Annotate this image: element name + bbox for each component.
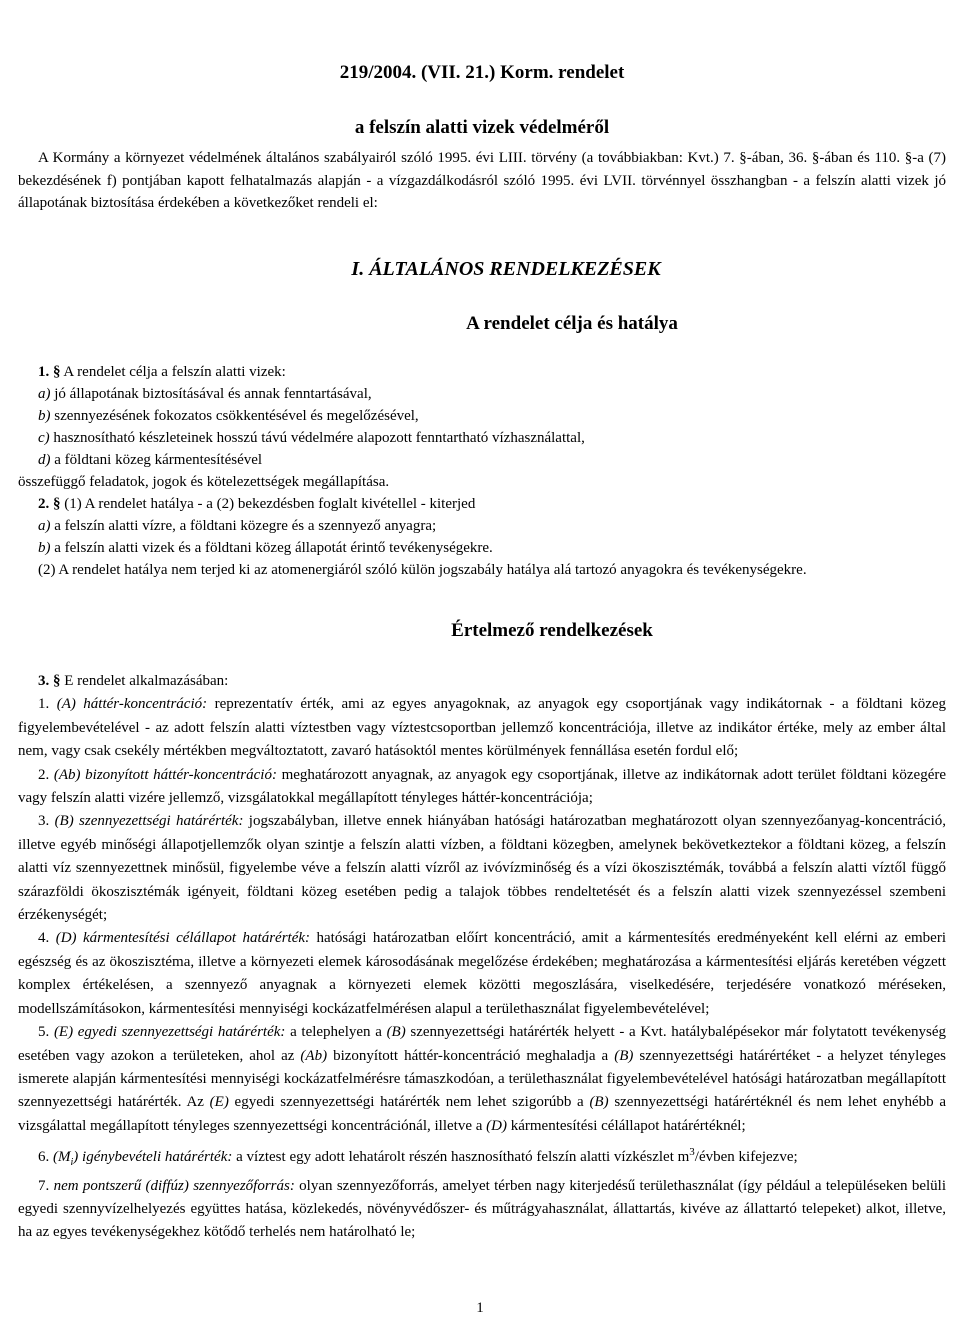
page-number: 1 bbox=[476, 1300, 484, 1316]
paragraph-number: 1. § bbox=[38, 364, 61, 380]
section-1: 1. § A rendelet célja a felszín alatti vizek: a) jó állapotának biztosításával és annak fenntartásával, b) szennyezésének fokozatos csökkentésével és megelőzésével, c) hasznosítható készleteinek hosszú távú védelmére alapozott fenntartható vízhasználattal, d) a földtani közeg kármentesítésével összefüggő feladatok, jogok és kötelezettségek megállapítása. 2. § (1) A rendelet hatálya - a (2) bekezdésben foglalt kivétellel - kiterjed a) a felszín alatti vízre, a földtani közegre és a szennyező anyagra; b) a felszín alatti vizek és a földtani közeg állapotát érintő tevékenységekre. (2) A rendelet hatálya nem terjed ki az atomenergiáról szóló külön jogszabály hatálya alá tartozó anyagokra és tevékenységekre. bbox=[18, 364, 807, 578]
decree-number: 219/2004. (VII. 21.) Korm. rendelet bbox=[339, 62, 625, 83]
paragraph-number: 2. § bbox=[38, 496, 61, 512]
section-heading-definitions: Értelmező rendelkezések bbox=[451, 620, 653, 641]
preamble: A Kormány a környezet védelmének általános szabályairól szóló 1995. évi LIII. törvény (a továbbiakban: Kvt.) 7. §-ában, 36. §-ában és 110. §-a (7) bekezdésének f) pontjában kapott felhatalmazás alapján - a vízgazdálkodásról szóló 1995. évi LVII. törvénnyel összhangban - a felszín alatti vizek jó állapotának biztosítása érdekében a következőket rendeli el: bbox=[18, 150, 946, 211]
section-3: 3. § E rendelet alkalmazásában: 1. (A) háttér-koncentráció: reprezentatív érték, ami az egyes anyagoknak, az anyagok egy csoportjának vagy indikátornak - a földtani közeg figyelembevételével - az adott felszín alatti víztestben vagy víztestcsoportban jellemző koncentrációja, illetve az indikátor értéke, mely az ember által nem, vagy csak csekély mértékben megváltoztatott, zavaró hatásoktól mentes körülmények fennállása esetén fordul elő; 2. (Ab) bizonyított háttér-koncentráció: meghatározott anyagnak, az anyagok egy csoportjának, illetve az indikátornak adott terület földtani közegére vagy felszín alatti vizére jellemző, vizsgálatokkal megállapított tényleges háttér-koncentrációja; 3. (B) szennyezettségi határérték: jogszabályban, illetve ennek hiányában hatósági határozatban meghatározott olyan szennyezőanyag-koncentráció, illetve egyéb minőségi állapotjellemzők olyan szintje a felszín alatti vízben, a földtani közegben, amelynek bekövetkeztekor a földtani közeg, a felszín alatti víz szennyezettnek minősül, figyelembe véve a felszín alatti vízről az ivóvízminőség és a vízi ökoszisztémák, továbbá a felszín alatti víztől függő szárazföldi ökoszisztémák igényeit, földtani közeg esetében pedig a talajok többes rendeltetését és a felszín alatti vizek szennyezéssel szembeni érzékenységét; 4. (D) kármentesítési célállapot határérték: hatósági határozatban előírt koncentráció, amit a kármentesítés eredményeként kell elérni az emberi egészség és az ökoszisztéma, illetve a környezeti elemek károsodásának megelőzése érdekében; meghatározása a kármentesítési eljárás keretében végzett komplex értékelésen, a szennyező anyagnak a környezeti elemek közötti megoszlására, viselkedésére, terjedésére vonatkozó méréseken, modellszámításokon, kármentesítési mennyiségi kockázatfelmérésen alapul a területhasználat figyelembevételével; 5. (E) egyedi szennyezettségi határérték: a telephelyen a (B) szennyezettségi határérték helyett - a Kvt. hatálybalépésekor már folytatott tevékenység esetében vagy azokon a területeken, ahol az (Ab) bizonyított háttér-koncentráció meghaladja a (B) szennyezettségi határértéket - a helyzet tényleges ismerete alapján kármentesítési mennyiségi kockázatfelmérésre támaszkodóan, a területhasználat figyelembevételével hatósági határozatban megállapított szennyezettségi határérték. Az (E) egyedi szennyezettségi határérték nem lehet szigorúbb a (B) szennyezettségi határértéknél és nem lehet enyhébb a vizsgálattal megállapított tényleges szennyezettségi koncentrációnál, illetve a (D) kármentesítési célállapot határértéknél; 6. $(M_i)$ igénybevételi határérték: a víztest egy adott lehatárolt részén hasznosítható felszín alatti vízkészlet $m^3$/évben kifejezve; 7. nem pontszerű (diffúz) szennyezőforrás: olyan szennyezőforrás, amelyet térben nagy kiterjedésű területhasználat (így például a településeken belüli egyedi szennyvízelhelyezés együttes hatása, közlekedés, növényvédőszer- és műtrágyahasználat, állattartás, kivéve az állattartó telepeket) alkot, illetve, ha az egyes tevékenységekhez kötődő terhelés nem határolható le; bbox=[18, 673, 947, 1241]
decree-title: a felszín alatti vizek védelméről bbox=[354, 117, 610, 138]
paragraph-number: 3. § bbox=[38, 673, 61, 689]
chapter-heading: I. ÁLTALÁNOS RENDELKEZÉSEK bbox=[351, 258, 661, 280]
section-heading-purpose: A rendelet célja és hatálya bbox=[466, 313, 678, 334]
